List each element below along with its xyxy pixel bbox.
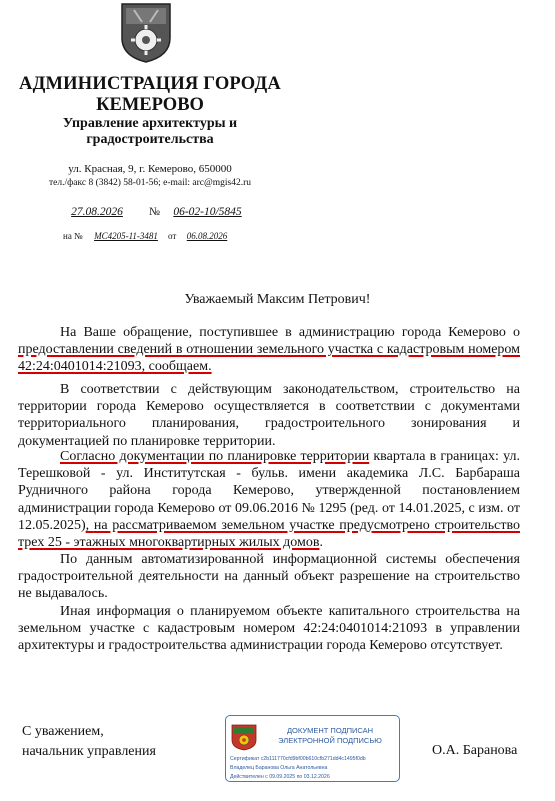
registration-date: 27.08.2026 (71, 206, 123, 218)
reference-date: 06.08.2026 (186, 231, 228, 241)
reference-label: на № (63, 231, 83, 241)
stamp-title-line1: ДОКУМЕНТ ПОДПИСАН (286, 726, 374, 735)
paragraph-request-part1: На Ваше обращение, поступившее в администрацию города Кемерово о (60, 325, 520, 340)
dept-title-line1: Управление архитектуры и (62, 116, 238, 131)
stamp-title-line2: ЭЛЕКТРОННОЙ ПОДПИСЬЮ (278, 736, 382, 745)
org-address: ул. Красная, 9, г. Кемерово, 650000 (68, 163, 232, 175)
paragraph-planning (18, 448, 520, 551)
paragraph-legislation-text: В соответствии с действующим законодательством, строительство на территории города Кемерово осуществляется в соответствии с документами территориального планирования, градостроительного зонирования и документацией по планировке территории. (18, 382, 520, 449)
paragraph-permit-text: По данным автоматизированной информационной системы обеспечения градостроительной деятельности на данный объект разрешение на строительство не выдавалось. (18, 552, 520, 602)
signatory-name: О.А. Баранова (432, 743, 518, 758)
paragraph-permit (18, 551, 520, 603)
paragraph-request-part2: предоставлении сведений в отношении (18, 342, 257, 358)
signature-block (22, 722, 156, 762)
planning-boundaries-text: квартала в границах: ул. Терешковой - ул. Институтская - бульв. имени академика Л.С. Барбараша Рудничного района города Кемерово, утвержденной постановлением администрации города Кемерово от 09.06.2016 № 1295 (ред. от 14.01.2025, с изм. от 12.05.2025) (18, 449, 520, 533)
dept-title-line2: градостроительства (86, 132, 214, 147)
signature-closing: С уважением, (22, 724, 104, 739)
registration-number: 06-02-10/5845 (173, 206, 242, 218)
stamp-validity: Действителен с 09.09.2025 по 03.12.2026 (230, 774, 330, 780)
planning-docs-highlight: Согласно документации по планировке территории (60, 449, 370, 464)
paragraph-legislation (18, 381, 520, 450)
electronic-signature-stamp (225, 715, 400, 782)
org-title-line1: АДМИНИСТРАЦИЯ ГОРОДА (19, 74, 281, 94)
planning-period: . (319, 535, 323, 551)
stamp-owner: Владелец Баранова Ольга Анатольевна (230, 765, 328, 771)
paragraph-request (18, 324, 520, 376)
org-title-line2: КЕМЕРОВО (96, 95, 204, 115)
greeting: Уважаемый Максим Петрович! (184, 292, 371, 307)
paragraph-other-info-text: Иная информация о планируемом объекте капитального строительства на земельном участке с кадастровым номером 42:24:0401014:21093 в управлении архитектуры и градостроительства администрации города Кемерово отсутствует. (18, 604, 520, 654)
coat-of-arms-icon (231, 724, 257, 751)
signature-position: начальник управления (22, 744, 156, 759)
reference-number: МС4205-11-3481 (94, 231, 158, 241)
org-contacts: тел./факс 8 (3842) 58-01-56; e-mail: arc@mgis42.ru (48, 178, 252, 188)
paragraph-other-info (18, 603, 520, 655)
cadastral-parcel-highlight: земельного участка с кадастровым номером 42:24:0401014:21093, сообщаем. (18, 342, 520, 375)
planning-separator: , (85, 517, 94, 533)
registration-number-label: № (149, 206, 160, 218)
stamp-certificate: Сертификат c2b111770cfd9bf00b610cfb271dd4c1495f0db (230, 756, 366, 762)
construction-highlight: на рассматриваемом земельном участке предусмотрено строительство трех 25 - этажных многоквартирных жилых домов (18, 517, 521, 551)
coat-of-arms-emblem (120, 2, 172, 64)
reference-date-label: от (168, 231, 177, 241)
